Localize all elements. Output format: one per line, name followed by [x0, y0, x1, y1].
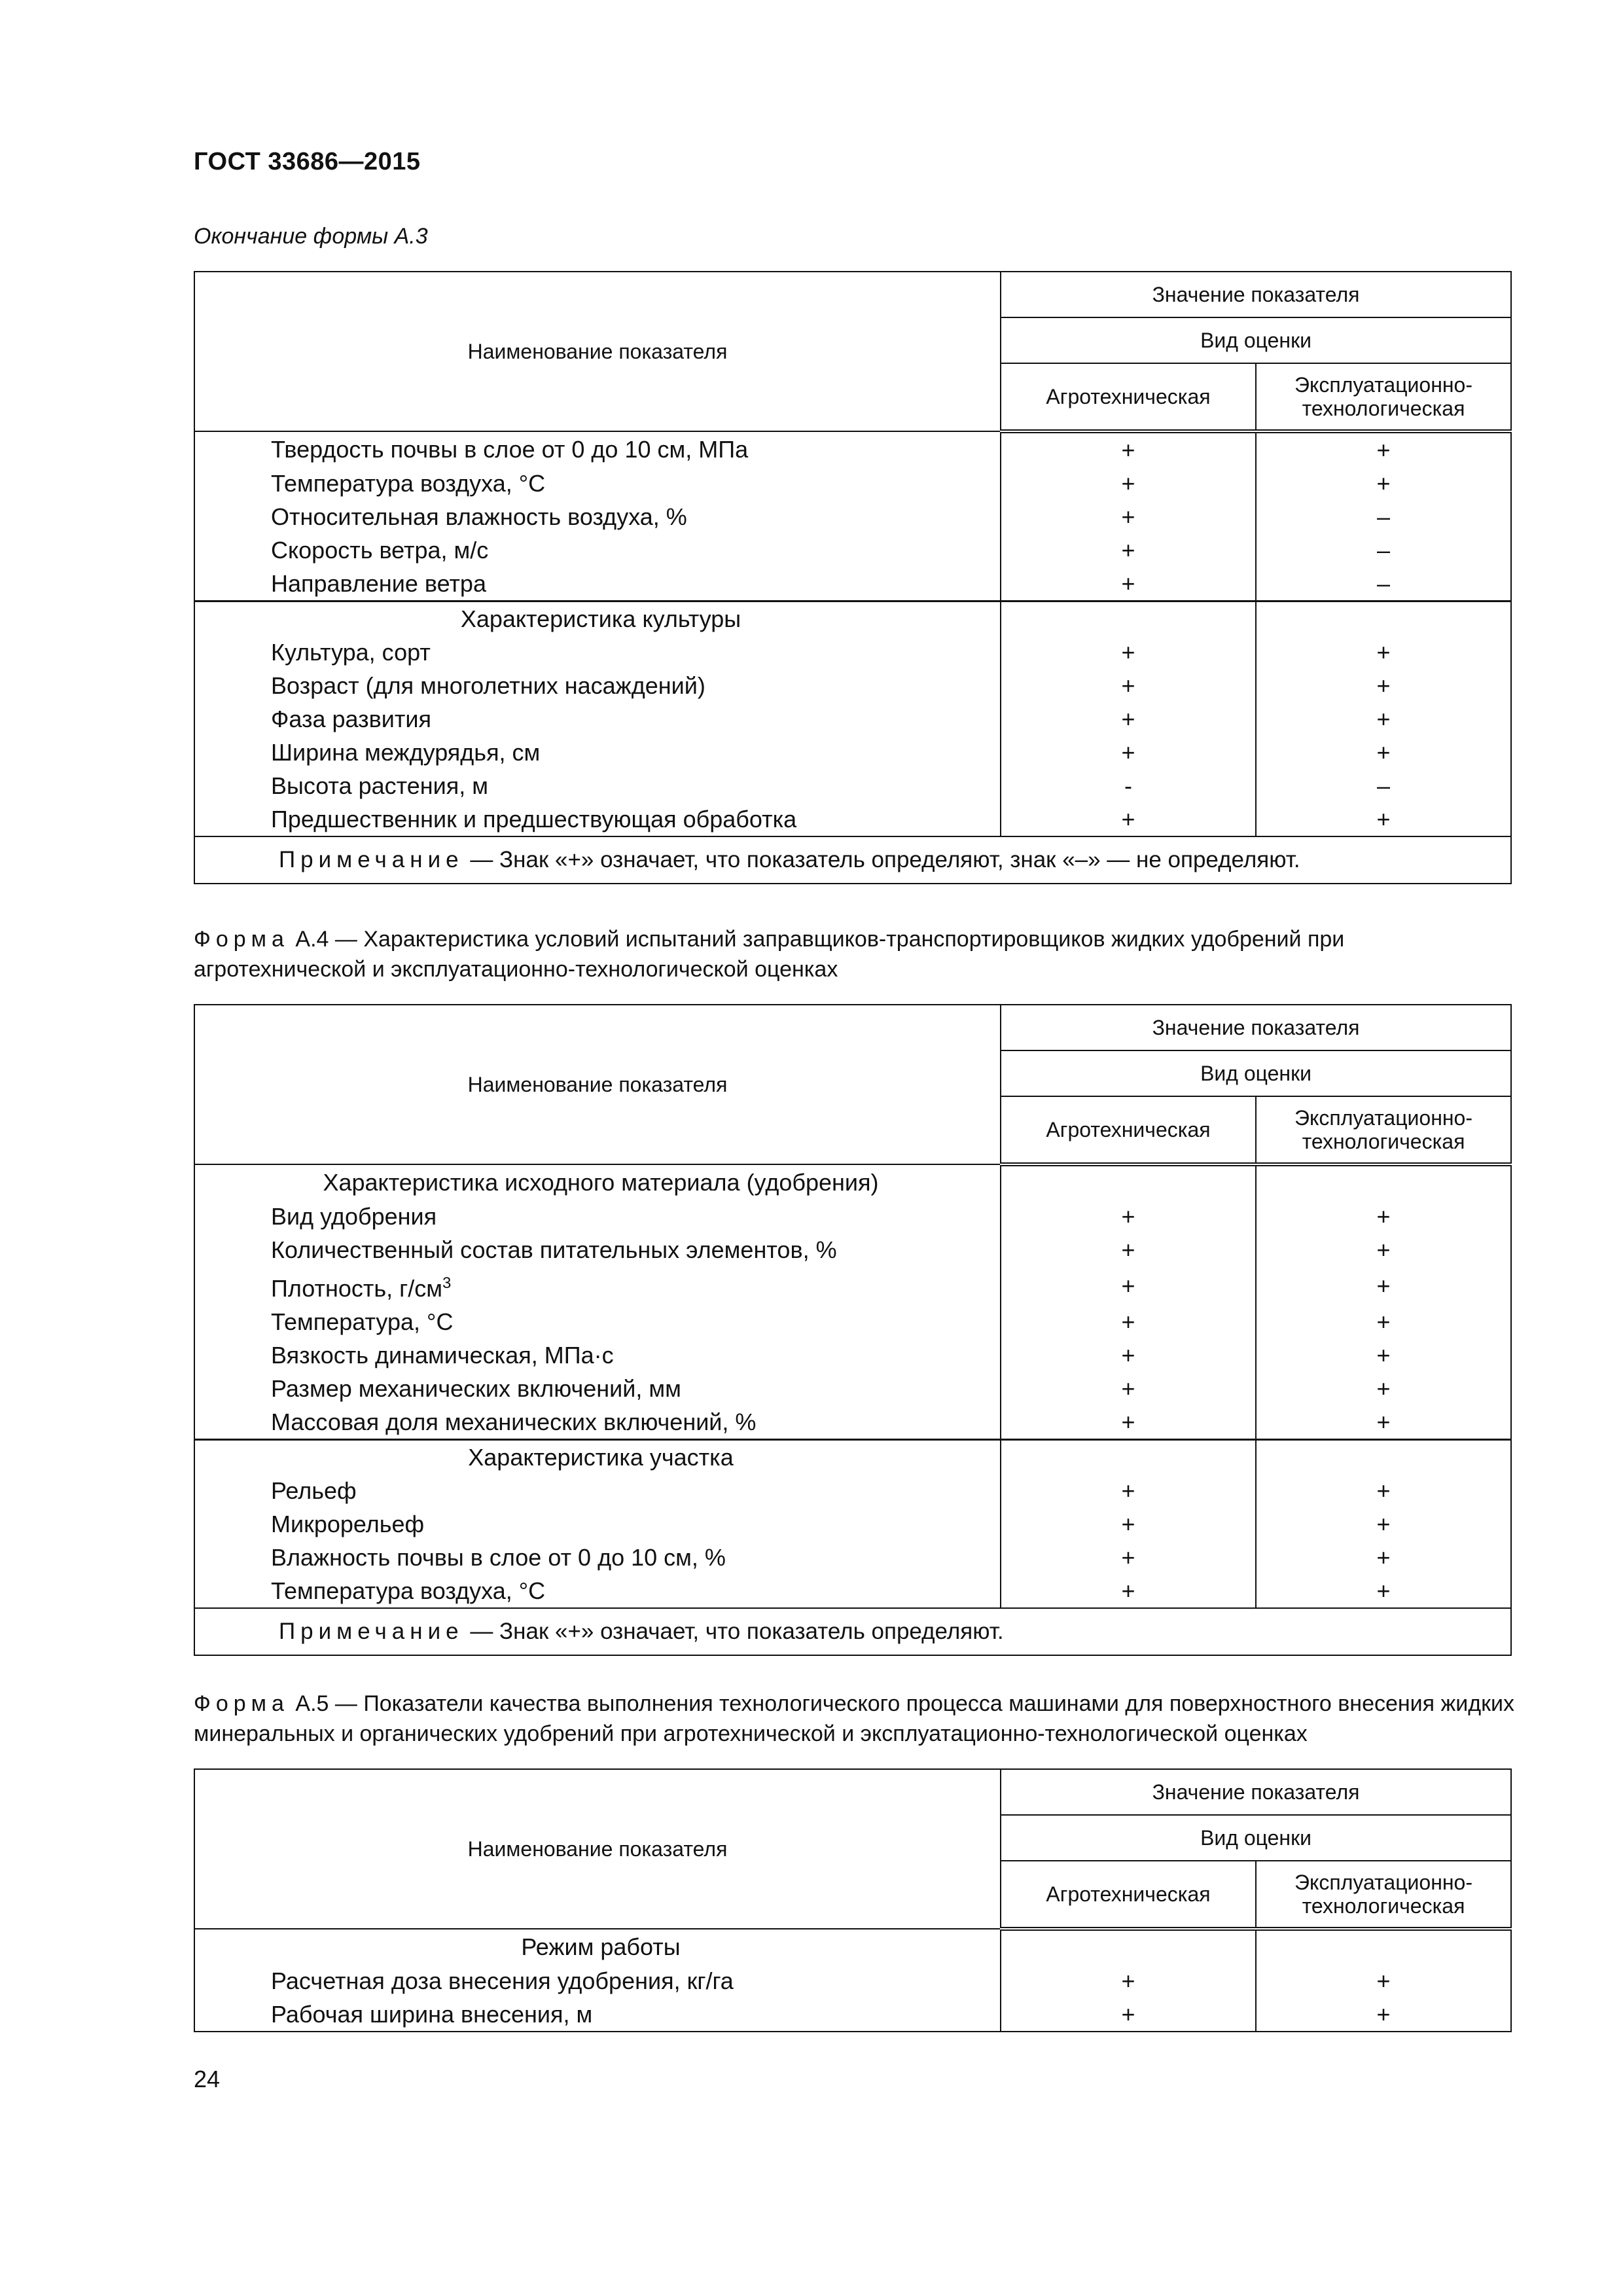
operational-value: – — [1256, 769, 1511, 802]
indicator-name — [194, 802, 1001, 836]
indicator-label: Влажность почвы в слое от 0 до 10 см, % — [271, 1544, 726, 1571]
agrotechnical-value: - — [1001, 769, 1256, 802]
operational-value: + — [1256, 1266, 1511, 1305]
table-row — [194, 1964, 1511, 1998]
table-row — [194, 1541, 1511, 1574]
header-indicator-name: Наименование показателя — [194, 272, 1001, 431]
operational-value: + — [1256, 1541, 1511, 1574]
agrotechnical-value: + — [1001, 669, 1256, 702]
agrotechnical-value: + — [1001, 467, 1256, 500]
empty-cell — [1256, 1164, 1511, 1200]
indicator-label: Температура воздуха, °С — [271, 1577, 546, 1604]
agrotechnical-value: + — [1001, 1541, 1256, 1574]
indicator-name — [194, 1305, 1001, 1338]
indicator-name — [194, 769, 1001, 802]
header-indicator-value: Значение показателя — [1001, 272, 1511, 317]
header-agrotechnical: Агротехническая — [1001, 363, 1256, 431]
header-agrotechnical: Агротехническая — [1001, 1861, 1256, 1929]
note-label: Примечание — [279, 1619, 464, 1644]
empty-cell — [1001, 1164, 1256, 1200]
indicator-label: Температура, °С — [271, 1308, 454, 1335]
operational-value: – — [1256, 533, 1511, 567]
indicator-label: Фаза развития — [271, 706, 431, 732]
table-row — [194, 1200, 1511, 1233]
operational-value: + — [1256, 702, 1511, 736]
note-text: — Знак «+» означает, что показатель определяют, знак «–» — не определяют. — [463, 847, 1300, 872]
table-row — [194, 1233, 1511, 1266]
indicator-name — [194, 1507, 1001, 1541]
indicator-label: Культура, сорт — [271, 639, 431, 666]
indicator-name — [194, 1338, 1001, 1372]
indicator-label: Размер механических включений, мм — [271, 1375, 681, 1402]
indicator-name — [194, 500, 1001, 533]
table-row — [194, 431, 1511, 467]
agrotechnical-value: + — [1001, 802, 1256, 836]
indicator-name — [194, 1372, 1001, 1405]
indicator-label: Рельеф — [271, 1477, 357, 1504]
agrotechnical-value: + — [1001, 1233, 1256, 1266]
table-row — [194, 1474, 1511, 1507]
operational-value: + — [1256, 431, 1511, 467]
indicator-label: Скорость ветра, м/с — [271, 537, 489, 564]
indicator-name — [194, 1200, 1001, 1233]
operational-value: + — [1256, 669, 1511, 702]
indicator-name — [194, 431, 1001, 467]
note-label: Примечание — [279, 847, 464, 872]
agrotechnical-value: + — [1001, 1964, 1256, 1998]
header-operational-line-2: технологическая — [1302, 1130, 1465, 1153]
table-row — [194, 1574, 1511, 1608]
indicator-label: Микрорельеф — [271, 1511, 425, 1537]
table-note — [194, 836, 1511, 884]
indicator-name — [194, 702, 1001, 736]
category-row — [194, 1440, 1511, 1475]
operational-value: + — [1256, 1305, 1511, 1338]
agrotechnical-value: + — [1001, 1305, 1256, 1338]
header-indicator-value: Значение показателя — [1001, 1005, 1511, 1050]
indicator-label: Относительная влажность воздуха, % — [271, 503, 687, 530]
header-assessment-type: Вид оценки — [1001, 317, 1511, 363]
agrotechnical-value: + — [1001, 533, 1256, 567]
table-row — [194, 769, 1511, 802]
category-label: Характеристика участка — [468, 1444, 734, 1471]
indicator-name — [194, 1233, 1001, 1266]
agrotechnical-value: + — [1001, 1507, 1256, 1541]
indicator-name — [194, 636, 1001, 669]
indicator-label: Массовая доля механических включений, % — [271, 1408, 757, 1435]
table-note — [194, 1608, 1511, 1655]
category-cell — [194, 1929, 1001, 1964]
indicator-name — [194, 1964, 1001, 1998]
agrotechnical-value: + — [1001, 567, 1256, 601]
operational-value: + — [1256, 802, 1511, 836]
caption-text: А.5 — Показатели качества выполнения технологического процесса машинами для поверхностного внесения жидких минеральных и органических удобрений при агротехнической и эксплуатационно-технологической оценках — [194, 1691, 1514, 1746]
indicator-label: Расчетная доза внесения удобрения, кг/га — [271, 1967, 734, 1994]
table-row — [194, 467, 1511, 500]
agrotechnical-value: + — [1001, 702, 1256, 736]
agrotechnical-value: + — [1001, 1574, 1256, 1608]
table-row — [194, 669, 1511, 702]
operational-value: + — [1256, 1338, 1511, 1372]
header-assessment-type: Вид оценки — [1001, 1050, 1511, 1096]
form-a5-caption — [194, 1689, 1516, 1749]
indicator-label: Плотность, г/см — [271, 1275, 443, 1302]
form-a3-continuation-caption: Окончание формы А.3 — [194, 224, 428, 249]
form-a3-table — [194, 271, 1512, 884]
table-row — [194, 1305, 1511, 1338]
table-row — [194, 1266, 1511, 1305]
operational-value: + — [1256, 636, 1511, 669]
category-label: Режим работы — [521, 1933, 681, 1960]
indicator-name — [194, 1541, 1001, 1574]
note-text: — Знак «+» означает, что показатель определяют. — [463, 1619, 1004, 1644]
document-header: ГОСТ 33686—2015 — [194, 148, 421, 175]
table-row — [194, 567, 1511, 601]
indicator-name — [194, 1474, 1001, 1507]
indicator-label: Высота растения, м — [271, 772, 489, 799]
indicator-name — [194, 1405, 1001, 1440]
operational-value: + — [1256, 1574, 1511, 1608]
agrotechnical-value: + — [1001, 736, 1256, 769]
category-cell — [194, 1440, 1001, 1475]
agrotechnical-value: + — [1001, 1200, 1256, 1233]
operational-value: + — [1256, 1233, 1511, 1266]
agrotechnical-value: + — [1001, 1338, 1256, 1372]
header-agrotechnical: Агротехническая — [1001, 1096, 1256, 1164]
empty-cell — [1256, 601, 1511, 636]
table-row — [194, 702, 1511, 736]
indicator-name — [194, 533, 1001, 567]
agrotechnical-value: + — [1001, 431, 1256, 467]
header-operational-line-1: Эксплуатационно- — [1294, 1871, 1472, 1894]
indicator-name — [194, 467, 1001, 500]
table-row — [194, 1998, 1511, 2032]
operational-value: + — [1256, 1507, 1511, 1541]
indicator-label: Возраст (для многолетних насаждений) — [271, 672, 705, 699]
operational-value: + — [1256, 1200, 1511, 1233]
table-row — [194, 1372, 1511, 1405]
table-row — [194, 533, 1511, 567]
category-cell — [194, 601, 1001, 636]
indicator-name — [194, 669, 1001, 702]
table-row — [194, 1338, 1511, 1372]
indicator-label: Твердость почвы в слое от 0 до 10 см, МПа — [271, 436, 749, 463]
empty-cell — [1001, 1440, 1256, 1475]
agrotechnical-value: + — [1001, 1998, 1256, 2032]
agrotechnical-value: + — [1001, 1405, 1256, 1440]
empty-cell — [1001, 1929, 1256, 1964]
agrotechnical-value: + — [1001, 1474, 1256, 1507]
category-label: Характеристика исходного материала (удобрения) — [323, 1169, 879, 1196]
table-row — [194, 500, 1511, 533]
operational-value: – — [1256, 500, 1511, 533]
category-row — [194, 1929, 1511, 1964]
indicator-label: Вязкость динамическая, МПа·с — [271, 1342, 614, 1369]
indicator-name — [194, 567, 1001, 601]
agrotechnical-value: + — [1001, 1372, 1256, 1405]
operational-value: + — [1256, 1372, 1511, 1405]
operational-value: + — [1256, 736, 1511, 769]
table-row — [194, 1507, 1511, 1541]
category-cell — [194, 1164, 1001, 1200]
table-row — [194, 736, 1511, 769]
indicator-label: Направление ветра — [271, 570, 486, 597]
table-row — [194, 1405, 1511, 1440]
empty-cell — [1256, 1929, 1511, 1964]
empty-cell — [1001, 601, 1256, 636]
header-operational-line-2: технологическая — [1302, 397, 1465, 420]
operational-value: + — [1256, 1405, 1511, 1440]
indicator-name — [194, 736, 1001, 769]
header-indicator-name: Наименование показателя — [194, 1769, 1001, 1929]
unit-superscript: 3 — [442, 1274, 452, 1292]
empty-cell — [1256, 1440, 1511, 1475]
indicator-name — [194, 1998, 1001, 2032]
operational-value: + — [1256, 1964, 1511, 1998]
header-operational-line-2: технологическая — [1302, 1894, 1465, 1918]
header-operational-line-1: Эксплуатационно- — [1294, 373, 1472, 397]
operational-value: + — [1256, 467, 1511, 500]
indicator-label: Предшественник и предшествующая обработка — [271, 806, 797, 833]
indicator-label: Рабочая ширина внесения, м — [271, 2001, 593, 2028]
indicator-name — [194, 1574, 1001, 1608]
header-operational-technological — [1256, 363, 1511, 431]
agrotechnical-value: + — [1001, 1266, 1256, 1305]
header-operational-line-1: Эксплуатационно- — [1294, 1106, 1472, 1130]
table-row — [194, 802, 1511, 836]
operational-value: + — [1256, 1474, 1511, 1507]
header-operational-technological — [1256, 1861, 1511, 1929]
table-row — [194, 636, 1511, 669]
header-indicator-name: Наименование показателя — [194, 1005, 1001, 1164]
header-indicator-value: Значение показателя — [1001, 1769, 1511, 1815]
header-assessment-type: Вид оценки — [1001, 1815, 1511, 1861]
indicator-label: Количественный состав питательных элементов, % — [271, 1236, 837, 1263]
caption-label: Форма — [194, 927, 289, 952]
category-row — [194, 601, 1511, 636]
caption-text: А.4 — Характеристика условий испытаний заправщиков-транспортировщиков жидких удобрений при агротехнической и эксплуатационно-технологической оценках — [194, 927, 1345, 982]
indicator-name — [194, 1266, 1001, 1305]
agrotechnical-value: + — [1001, 636, 1256, 669]
indicator-label: Ширина междурядья, см — [271, 739, 541, 766]
category-row — [194, 1164, 1511, 1200]
indicator-label: Температура воздуха, °С — [271, 470, 546, 497]
form-a5-table — [194, 1768, 1512, 2032]
form-a4-caption — [194, 924, 1516, 984]
agrotechnical-value: + — [1001, 500, 1256, 533]
operational-value: + — [1256, 1998, 1511, 2032]
operational-value: – — [1256, 567, 1511, 601]
header-operational-technological — [1256, 1096, 1511, 1164]
page-number: 24 — [194, 2066, 221, 2092]
indicator-label: Вид удобрения — [271, 1203, 437, 1230]
caption-label: Форма — [194, 1691, 289, 1716]
category-label: Характеристика культуры — [460, 605, 741, 632]
form-a4-table — [194, 1004, 1512, 1656]
